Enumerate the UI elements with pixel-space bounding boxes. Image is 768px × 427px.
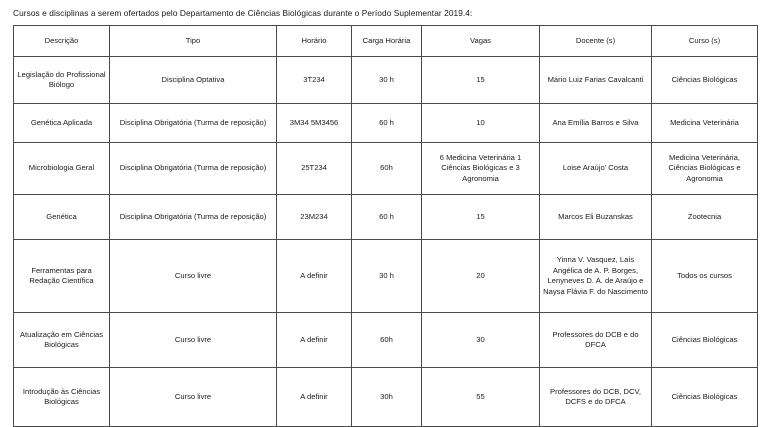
cell-docentes: Mário Luiz Farias Cavalcanti xyxy=(540,57,652,104)
column-header-cursos: Curso (s) xyxy=(652,26,758,57)
column-header-carga-horaria: Carga Horária xyxy=(352,26,422,57)
cell-descricao: Introdução às Ciências Biológicas xyxy=(14,368,110,427)
table-header xyxy=(14,26,758,57)
cell-descricao: Legislação do Profissional Biólogo xyxy=(14,57,110,104)
cell-vagas: 55 xyxy=(422,368,540,427)
cell-carga-horaria: 60 h xyxy=(352,195,422,240)
column-header-descricao: Descrição xyxy=(14,26,110,57)
table-row xyxy=(14,195,758,240)
table-row xyxy=(14,57,758,104)
cell-tipo: Disciplina Obrigatória (Turma de reposição) xyxy=(110,143,277,195)
courses-table xyxy=(13,25,758,427)
cell-cursos: Todos os cursos xyxy=(652,240,758,313)
cell-carga-horaria: 30 h xyxy=(352,57,422,104)
column-header-vagas: Vagas xyxy=(422,26,540,57)
cell-docentes: Professores do DCB e do DFCA xyxy=(540,313,652,368)
cell-cursos: Medicina Veterinária xyxy=(652,104,758,143)
cell-descricao: Atualização em Ciências Biológicas xyxy=(14,313,110,368)
table-body xyxy=(14,57,758,427)
cell-horario: A definir xyxy=(277,368,352,427)
cell-docentes: Loise Araújo' Costa xyxy=(540,143,652,195)
cell-carga-horaria: 60 h xyxy=(352,104,422,143)
cell-tipo: Disciplina Optativa xyxy=(110,57,277,104)
table-row xyxy=(14,143,758,195)
cell-vagas: 6 Medicina Veterinária 1 Ciências Biológicas e 3 Agronomia xyxy=(422,143,540,195)
cell-cursos: Ciências Biológicas xyxy=(652,57,758,104)
page-title: Cursos e disciplinas a serem ofertados pelo Departamento de Ciências Biológicas durante o Período Suplementar 2019.4: xyxy=(13,8,473,18)
cell-docentes: Marcos Eli Buzanskas xyxy=(540,195,652,240)
cell-horario: 25T234 xyxy=(277,143,352,195)
cell-docentes: Professores do DCB, DCV, DCFS e do DFCA xyxy=(540,368,652,427)
cell-carga-horaria: 30h xyxy=(352,368,422,427)
cell-horario: 3M34 5M3456 xyxy=(277,104,352,143)
cell-descricao: Genética Aplicada xyxy=(14,104,110,143)
cell-docentes: Ana Emília Barros e Silva xyxy=(540,104,652,143)
cell-cursos: Medicina Veterinária, Ciências Biológicas e Agronomia xyxy=(652,143,758,195)
cell-horario: A definir xyxy=(277,240,352,313)
column-header-docentes: Docente (s) xyxy=(540,26,652,57)
column-header-horario: Horário xyxy=(277,26,352,57)
table-row xyxy=(14,104,758,143)
cell-vagas: 20 xyxy=(422,240,540,313)
cell-cursos: Zootecnia xyxy=(652,195,758,240)
cell-descricao: Microbiologia Geral xyxy=(14,143,110,195)
cell-tipo: Disciplina Obrigatória (Turma de reposição) xyxy=(110,195,277,240)
table-row xyxy=(14,368,758,427)
cell-carga-horaria: 60h xyxy=(352,313,422,368)
cell-docentes: Yinna V. Vasquez, Laís Angélica de A. P. Borges, Lenyneves D. A. de Araújo e Naysa Flávia F. do Nascimento xyxy=(540,240,652,313)
cell-vagas: 15 xyxy=(422,195,540,240)
cell-horario: 3T234 xyxy=(277,57,352,104)
cell-tipo: Disciplina Obrigatória (Turma de reposição) xyxy=(110,104,277,143)
cell-tipo: Curso livre xyxy=(110,313,277,368)
cell-descricao: Genética xyxy=(14,195,110,240)
cell-carga-horaria: 60h xyxy=(352,143,422,195)
cell-horario: A definir xyxy=(277,313,352,368)
cell-horario: 23M234 xyxy=(277,195,352,240)
cell-vagas: 15 xyxy=(422,57,540,104)
table-row xyxy=(14,313,758,368)
cell-vagas: 10 xyxy=(422,104,540,143)
cell-tipo: Curso livre xyxy=(110,368,277,427)
cell-cursos: Ciências Biológicas xyxy=(652,368,758,427)
cell-tipo: Curso livre xyxy=(110,240,277,313)
table-header-row xyxy=(14,26,758,57)
cell-cursos: Ciências Biológicas xyxy=(652,313,758,368)
table-row xyxy=(14,240,758,313)
cell-carga-horaria: 30 h xyxy=(352,240,422,313)
cell-descricao: Ferramentas para Redação Científica xyxy=(14,240,110,313)
cell-vagas: 30 xyxy=(422,313,540,368)
column-header-tipo: Tipo xyxy=(110,26,277,57)
